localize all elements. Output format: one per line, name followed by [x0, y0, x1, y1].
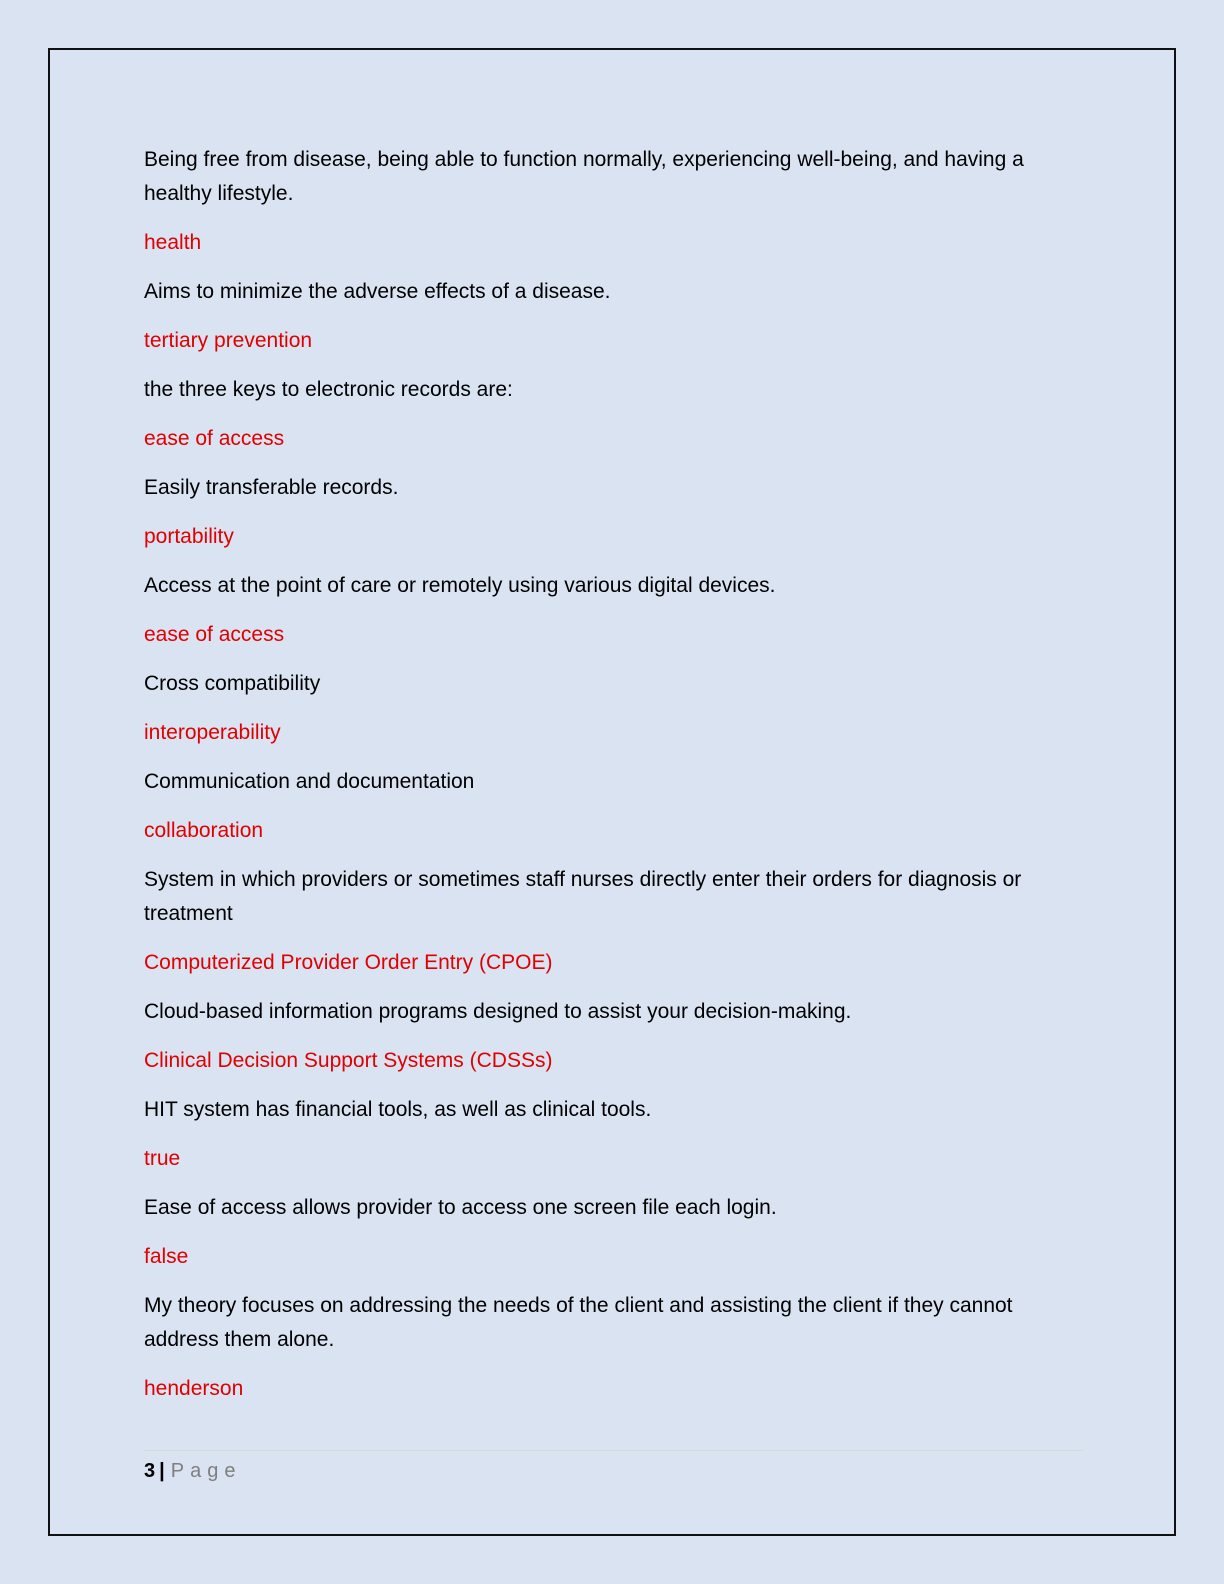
- footer-separator: |: [159, 1460, 165, 1482]
- question-text: Being free from disease, being able to function normally, experiencing well-being, and having a healthy lifestyle.: [144, 148, 1024, 205]
- question-text: Cloud-based information programs designed to assist your decision-making.: [144, 1000, 852, 1023]
- page-number: 3: [144, 1460, 156, 1482]
- question-text: HIT system has financial tools, as well as clinical tools.: [144, 1098, 652, 1121]
- question-text: Communication and documentation: [144, 770, 475, 793]
- answer-text: Computerized Provider Order Entry (CPOE): [144, 951, 553, 974]
- answer-text: false: [144, 1245, 189, 1268]
- answer-text: interoperability: [144, 721, 281, 744]
- page-footer: [144, 1456, 241, 1486]
- question-text: Easily transferable records.: [144, 476, 399, 499]
- answer-text: henderson: [144, 1377, 244, 1400]
- question-text: Access at the point of care or remotely using various digital devices.: [144, 574, 776, 597]
- question-text: the three keys to electronic records are:: [144, 378, 513, 401]
- document-body: [144, 143, 1084, 1421]
- question-text: Aims to minimize the adverse effects of a disease.: [144, 280, 611, 303]
- answer-text: tertiary prevention: [144, 329, 313, 352]
- answer-text: health: [144, 231, 202, 254]
- answer-text: Clinical Decision Support Systems (CDSSs): [144, 1049, 553, 1072]
- answer-text: ease of access: [144, 427, 285, 450]
- question-text: Cross compatibility: [144, 672, 321, 695]
- answer-text: true: [144, 1147, 181, 1170]
- question-text: My theory focuses on addressing the needs of the client and assisting the client if they cannot address them alone.: [144, 1294, 1013, 1351]
- answer-text: portability: [144, 525, 234, 548]
- page-label: Page: [170, 1460, 242, 1482]
- answer-text: collaboration: [144, 819, 264, 842]
- footer-divider: [144, 1450, 1084, 1451]
- answer-text: ease of access: [144, 623, 285, 646]
- question-text: System in which providers or sometimes staff nurses directly enter their orders for diagnosis or treatment: [144, 868, 1022, 925]
- question-text: Ease of access allows provider to access one screen file each login.: [144, 1196, 777, 1219]
